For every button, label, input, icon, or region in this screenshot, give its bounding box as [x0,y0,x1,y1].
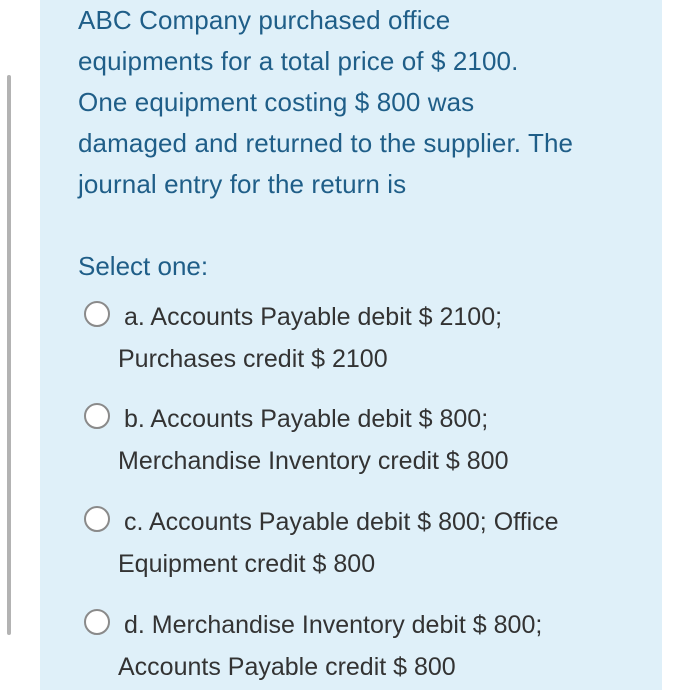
option-d-line-1: d. Merchandise Inventory debit $ 800; [124,611,543,639]
option-c-radio[interactable] [84,506,110,532]
option-c-label[interactable] [118,501,644,585]
option-d-line-2: Accounts Payable credit $ 800 [118,653,456,681]
question-line: journal entry for the return is [78,169,407,199]
option-a-radio[interactable] [84,301,110,327]
option-c-line-2: Equipment credit $ 800 [118,550,376,578]
select-one-label: Select one: [78,251,209,281]
option-d-radio[interactable] [84,609,110,635]
option-c-line-1: c. Accounts Payable debit $ 800; Office [124,508,559,536]
question-line: equipments for a total price of $ 2100. [78,46,519,76]
option-a-line-2: Purchases credit $ 2100 [118,345,388,373]
question-card [40,0,662,690]
question-line: damaged and returned to the supplier. The [78,128,574,158]
question-line: ABC Company purchased office [78,5,451,35]
option-b-line-1: b. Accounts Payable debit $ 800; [124,405,489,433]
option-d-label[interactable] [118,604,644,688]
option-b-line-2: Merchandise Inventory credit $ 800 [118,447,509,475]
option-a-label[interactable] [118,296,644,380]
option-b-label[interactable] [118,398,644,482]
scrollbar[interactable] [7,75,11,635]
question-text [78,0,653,205]
question-line: One equipment costing $ 800 was [78,87,475,117]
option-b-radio[interactable] [84,403,110,429]
option-a-line-1: a. Accounts Payable debit $ 2100; [124,303,503,331]
